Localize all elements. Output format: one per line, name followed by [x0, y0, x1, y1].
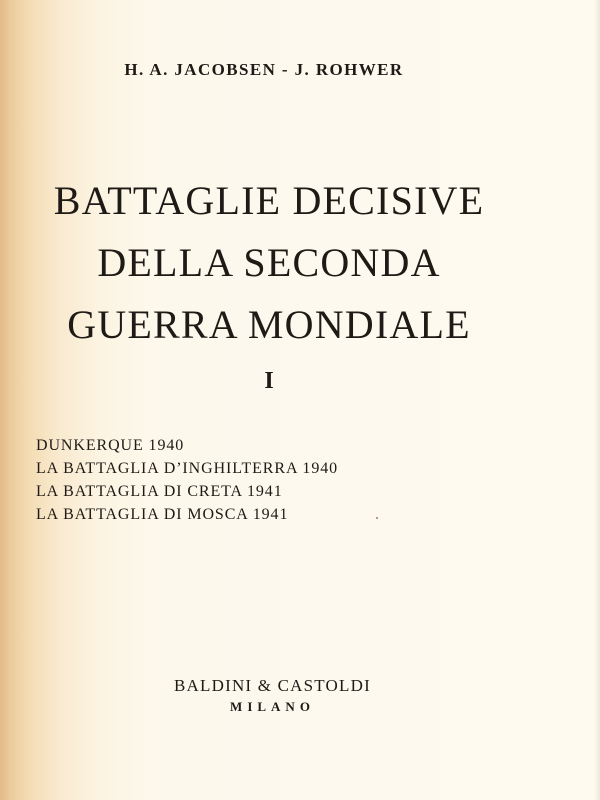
contents-item: LA BATTAGLIA DI MOSCA 1941: [36, 506, 289, 523]
book-title: [0, 170, 538, 356]
publisher-city: MILANO: [230, 699, 315, 714]
authors: H. A. JACOBSEN - J. ROHWER: [124, 60, 404, 79]
contents-item: LA BATTAGLIA DI CRETA 1941: [36, 483, 283, 500]
contents-item: LA BATTAGLIA D’INGHILTERRA 1940: [36, 460, 339, 477]
title-line-2: DELLA SECONDA: [97, 240, 441, 285]
publisher: BALDINI & CASTOLDI: [174, 676, 371, 695]
paper-speck: [376, 517, 378, 519]
volume-number: I: [264, 368, 274, 394]
title-line-3: GUERRA MONDIALE: [67, 302, 471, 347]
title-line-1: BATTAGLIE DECISIVE: [53, 178, 485, 223]
contents-list: [36, 434, 338, 526]
contents-item: DUNKERQUE 1940: [36, 437, 185, 454]
